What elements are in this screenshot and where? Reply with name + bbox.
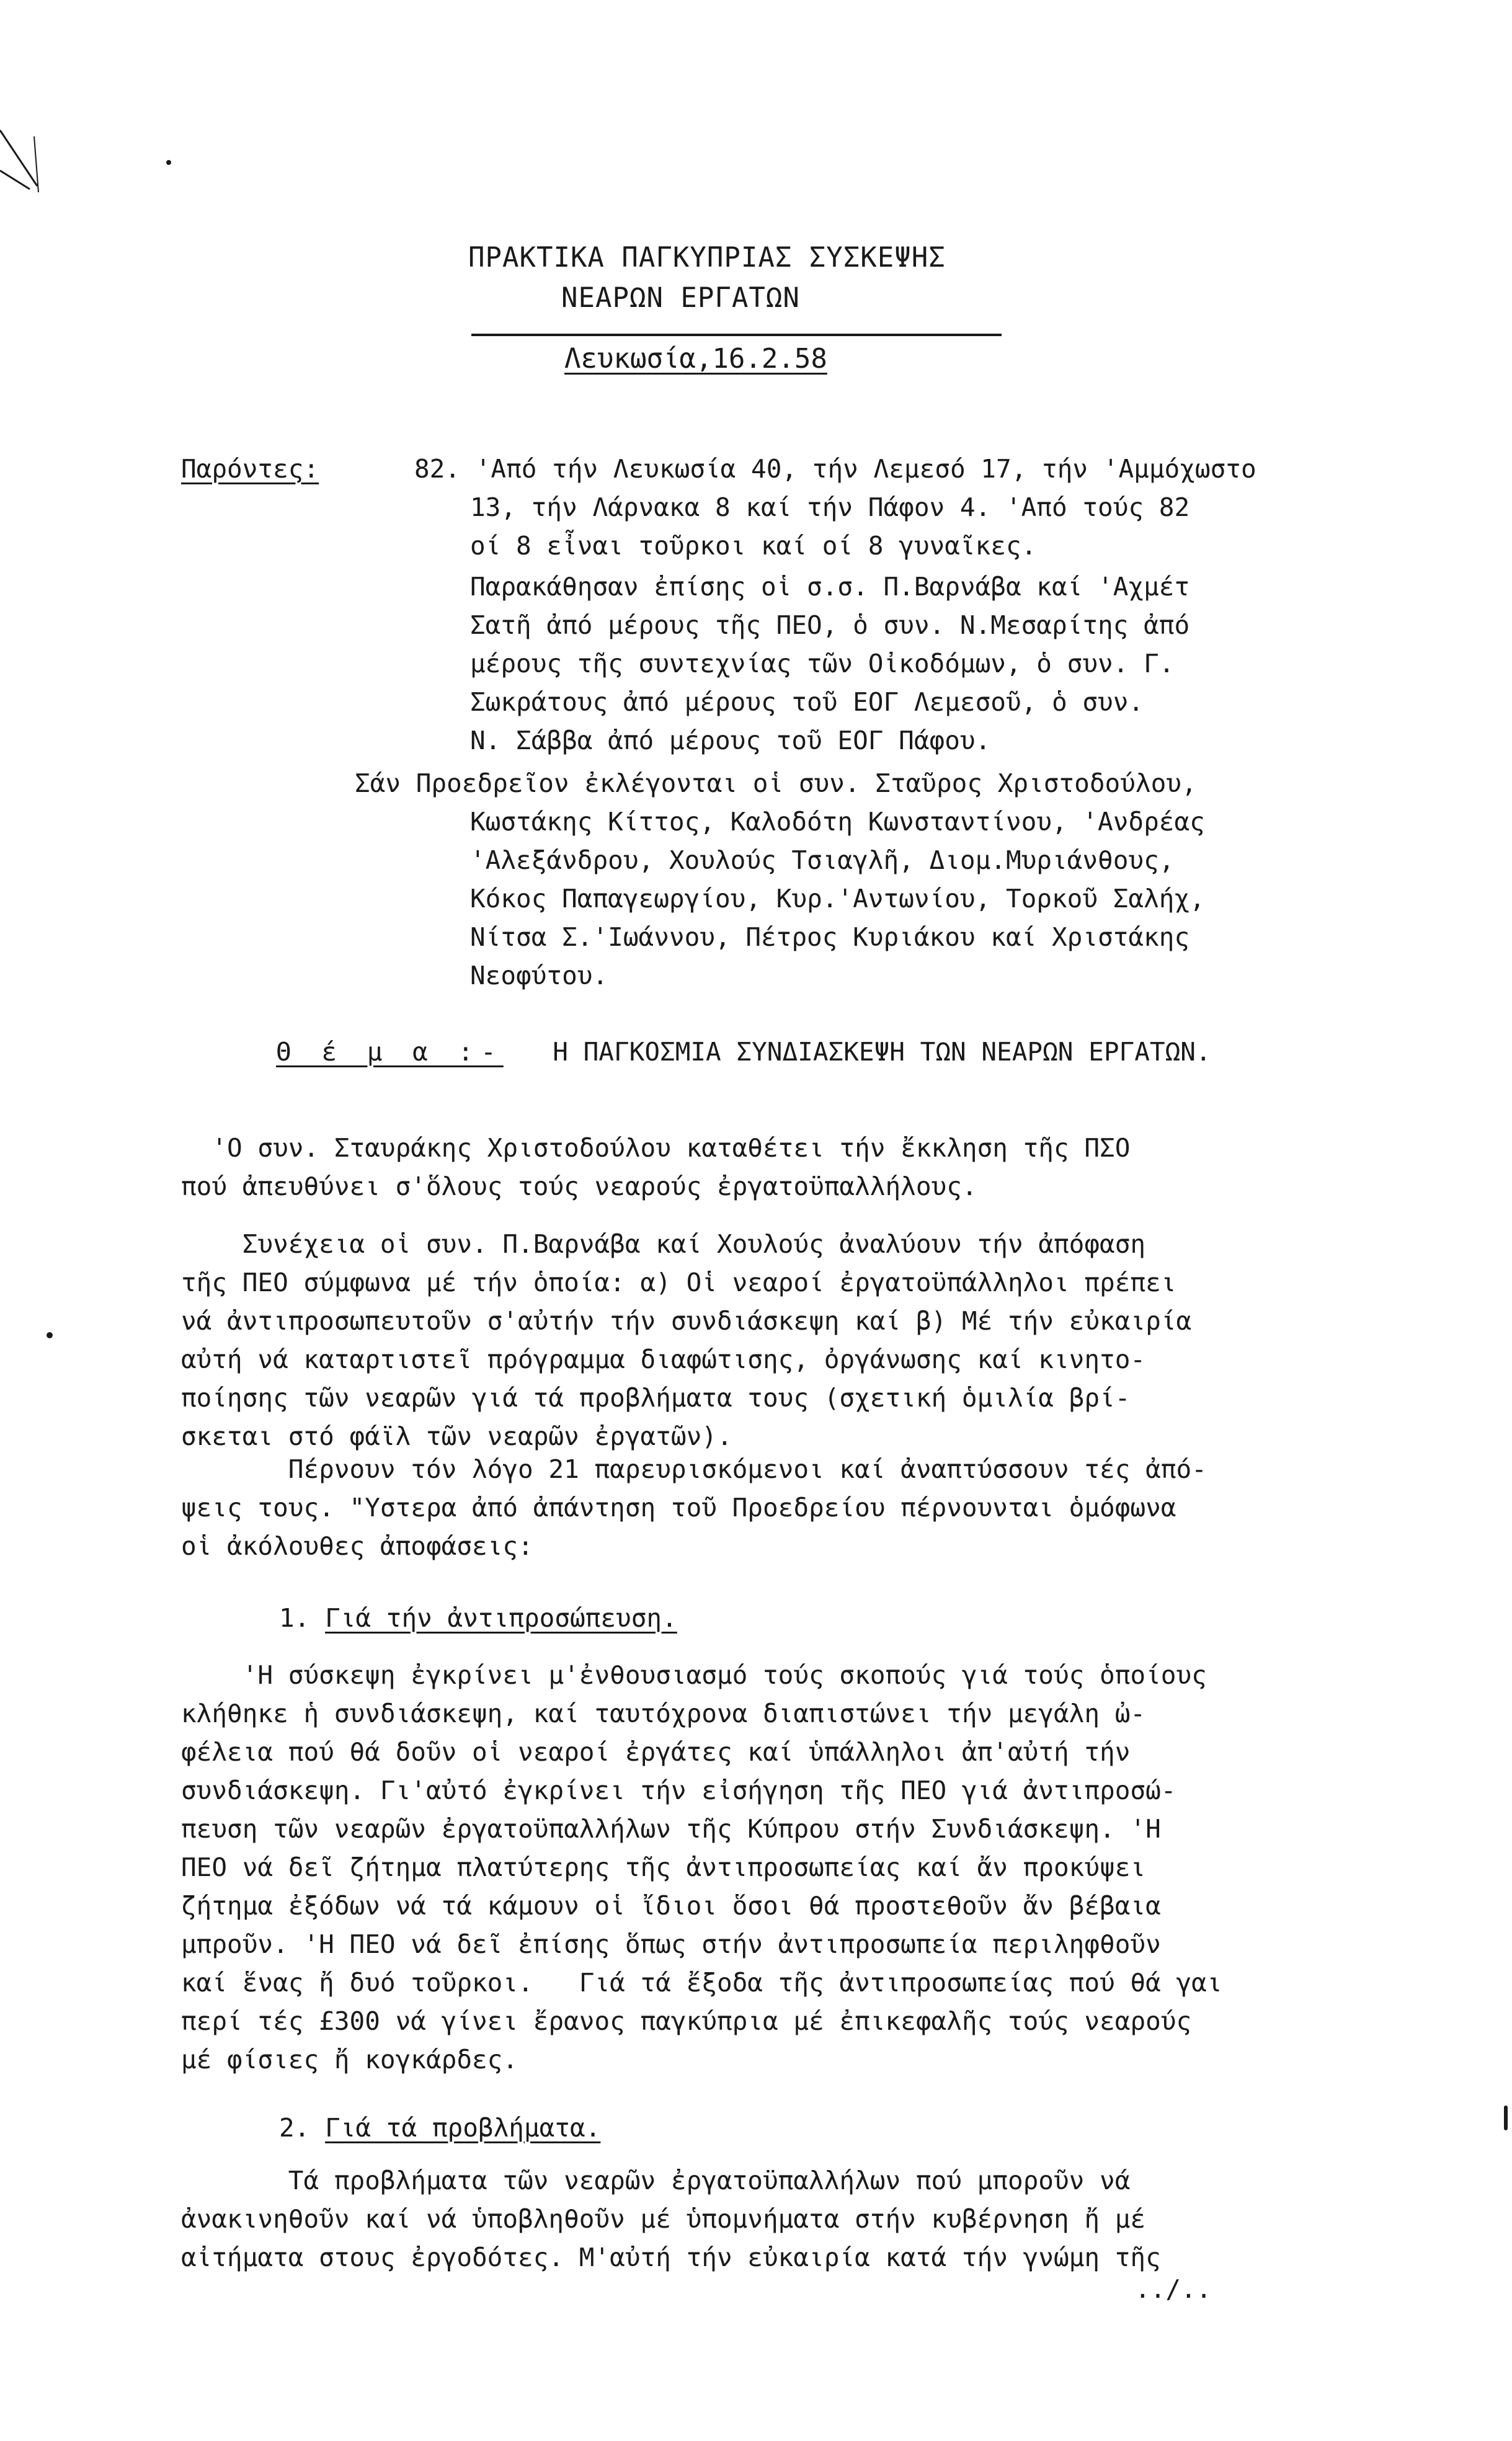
- invited-line: Ν. Σάββα ἀπό μέρους τοῦ ΕΟΓ Πάφου.: [470, 726, 991, 755]
- item-line: 'Η σύσκεψη ἐγκρίνει μ'ἐνθουσιασμό τούς σκοπούς γιά τούς ὁποίους: [181, 1660, 1207, 1690]
- paragraph-line: 'Ο συν. Σταυράκης Χριστοδούλου καταθέτει τήν ἔκκληση τῆς ΠΣΟ: [181, 1133, 1131, 1163]
- scan-dot-mark: [166, 160, 171, 165]
- item-line: συνδιάσκεψη. Γι'αὐτό ἐγκρίνει τήν εἰσήγηση τῆς ΠΕΟ γιά ἀντιπροσώ-: [181, 1776, 1176, 1805]
- item-number: 1.: [279, 1603, 310, 1633]
- topic-label: Θ έ μ α :-: [276, 1037, 504, 1067]
- document-title: ΠΡΑΚΤΙΚΑ ΠΑΓΚΥΠΡΙΑΣ ΣΥΣΚΕΨΗΣ: [468, 242, 946, 273]
- item-line: πευση τῶν νεαρῶν ἐργατοϋπαλλήλων τῆς Κύπρου στήν Συνδιάσκεψη. 'Η: [181, 1814, 1161, 1844]
- scan-dot-mark: [47, 1332, 53, 1338]
- invited-line: μέρους τῆς συντεχνίας τῶν Οἰκοδόμων, ὁ συν. Γ.: [470, 649, 1175, 678]
- present-text: [414, 450, 1431, 488]
- paragraph-line: Συνέχεια οἱ συν. Π.Βαρνάβα καί Χουλούς ἀναλύουν τήν ἀπόφαση: [181, 1229, 1146, 1259]
- presidium-line: Κόκος Παπαγεωργίου, Κυρ.'Αντωνίου, Τορκοῦ Σαλήχ,: [470, 884, 1205, 914]
- item-line: Τά προβλήματα τῶν νεαρῶν ἐργατοϋπαλλήλων πού μποροῦν νά: [181, 2166, 1131, 2195]
- presidium-line: Κωστάκης Κίττος, Καλοδότη Κωνσταντίνου, 'Ανδρέας: [470, 807, 1205, 837]
- present-line: 82. 'Από τήν Λευκωσία 40, τήν Λεμεσό 17, τήν 'Αμμόχωστο: [414, 454, 1256, 484]
- present-line: οί 8 εἶναι τοῦρκοι καί οί 8 γυναῖκες.: [470, 531, 1037, 561]
- presidium-line: Νίτσα Σ.'Ιωάννου, Πέτρος Κυριάκου καί Χριστάκης: [470, 922, 1190, 952]
- item-line: μέ φίσιες ἤ κογκάρδες.: [181, 2045, 518, 2074]
- presidium-line: Νεοφύτου.: [470, 961, 608, 990]
- presidium-intro: Σάν Προεδρεῖον ἐκλέγονται οἱ συν. Σταῦρος Χριστοδούλου,: [355, 768, 1197, 798]
- paragraph-line: ποίησης τῶν νεαρῶν γιά τά προβλήματα τους (σχετική ὁμιλία βρί-: [181, 1383, 1131, 1413]
- item-heading: Γιά τά προβλήματα.: [325, 2113, 601, 2143]
- item-heading: Γιά τήν ἀντιπροσώπευση.: [325, 1603, 677, 1633]
- invited-line: Σωκράτους ἀπό μέρους τοῦ ΕΟΓ Λεμεσοῦ, ὁ συν.: [470, 687, 1144, 717]
- item-line: μπροῦν. 'Η ΠΕΟ νά δεῖ ἐπίσης ὅπως στήν ἀντιπροσωπεία περιληφθοῦν: [181, 1929, 1161, 1959]
- presidium-line: 'Αλεξάνδρου, Χουλούς Τσιαγλῆ, Διομ.Μυριάνθους,: [470, 845, 1175, 875]
- present-line: 13, τήν Λάρνακα 8 καί τήν Πάφον 4. 'Από τούς 82: [470, 492, 1190, 522]
- item-line: περί τές £300 νά γίνει ἔρανος παγκύπρια μέ ἐπικεφαλῆς τούς νεαρούς: [181, 2006, 1192, 2036]
- invited-paragraph: [470, 567, 1190, 760]
- item-line: καί ἕνας ἤ δυό τοῦρκοι. Γιά τά ἔξοδα τῆς ἀντιπροσωπείας πού θά γαι: [181, 1968, 1222, 1998]
- paragraph-line: ψεις τους. "Υστερα ἀπό ἀπάντηση τοῦ Προεδρείου πέρνουνται ὁμόφωνα: [181, 1493, 1176, 1523]
- item-line: ἀνακινηθοῦν καί νά ὑποβληθοῦν μέ ὑπομνήματα στήν κυβέρνηση ἤ μέ: [181, 2204, 1146, 2234]
- item-2-body: [181, 2161, 1161, 2277]
- paragraph-line: πού ἀπευθύνει σ'ὅλους τούς νεαρούς ἐργατοϋπαλλήλους.: [181, 1172, 977, 1201]
- paragraph-decisions: [181, 1450, 1207, 1565]
- item-line: φέλεια πού θά δοῦν οἱ νεαροί ἐργάτες καί ὑπάλληλοι ἀπ'αὐτή τήν: [181, 1737, 1131, 1767]
- item-number: 2.: [279, 2113, 310, 2143]
- invited-line: Σατῆ ἀπό μέρους τῆς ΠΕΟ, ὁ συν. Ν.Μεσαρίτης ἀπό: [470, 610, 1190, 640]
- presidium-list: [470, 803, 1205, 995]
- paragraph-analysis: [181, 1225, 1191, 1456]
- paragraph-line: αὐτή νά καταρτιστεῖ πρόγραμμα διαφώτισης, ὀργάνωσης καί κινητο-: [181, 1345, 1146, 1374]
- paragraph-appeal: [181, 1129, 1130, 1206]
- scan-corner-mark-icon: [0, 112, 59, 198]
- present-label: Παρόντες:: [181, 454, 319, 484]
- paragraph-line: σκεται στό φάϊλ τῶν νεαρῶν ἐργατῶν).: [181, 1421, 732, 1451]
- item-1-body: [181, 1656, 1222, 2079]
- header-rule: [471, 334, 1002, 336]
- invited-line: Παρακάθησαν ἐπίσης οἱ σ.σ. Π.Βαρνάβα καί 'Αχμέτ: [470, 572, 1190, 602]
- item-line: κλήθηκε ἡ συνδιάσκεψη, καί ταυτόχρονα διαπιστώνει τήν μεγάλη ὠ-: [181, 1699, 1146, 1728]
- document-subtitle: ΝΕΑΡΩΝ ΕΡΓΑΤΩΝ: [561, 282, 800, 314]
- item-line: ζήτημα ἐξόδων νά τά κάμουν οἱ ἴδιοι ὅσοι θά προστεθοῦν ἄν βέβαια: [181, 1891, 1161, 1921]
- continuation-marker: ../..: [1135, 2274, 1212, 2304]
- paragraph-line: οἱ ἀκόλουθες ἀποφάσεις:: [181, 1531, 533, 1561]
- scan-edge-mark: [1504, 2105, 1508, 2130]
- topic-heading: [276, 1033, 1211, 1071]
- paragraph-line: τῆς ΠΕΟ σύμφωνα μέ τήν ὁποία: α) Οἱ νεαροί ἐργατοϋπάλληλοι πρέπει: [181, 1268, 1176, 1297]
- present-continued: [470, 488, 1190, 565]
- item-2-heading: [279, 2109, 600, 2147]
- item-line: αἰτήματα στους ἐργοδότες. Μ'αὐτή τήν εὐκαιρία κατά τήν γνώμη τῆς: [181, 2243, 1161, 2272]
- paragraph-line: Πέρνουν τόν λόγο 21 παρευρισκόμενοι καί ἀναπτύσσουν τές ἀπό-: [181, 1454, 1207, 1484]
- document-date: Λευκωσία,16.2.58: [564, 343, 827, 375]
- item-1-heading: [279, 1599, 677, 1637]
- item-line: ΠΕΟ νά δεῖ ζήτημα πλατύτερης τῆς ἀντιπροσωπείας καί ἄν προκύψει: [181, 1852, 1146, 1882]
- paragraph-line: νά ἀντιπροσωπευτοῦν σ'αὐτήν τήν συνδιάσκεψη καί β) Μέ τήν εὐκαιρία: [181, 1306, 1192, 1336]
- topic-text: Η ΠΑΓΚΟΣΜΙΑ ΣΥΝΔΙΑΣΚΕΨΗ ΤΩΝ ΝΕΑΡΩΝ ΕΡΓΑΤΩΝ.: [553, 1037, 1211, 1067]
